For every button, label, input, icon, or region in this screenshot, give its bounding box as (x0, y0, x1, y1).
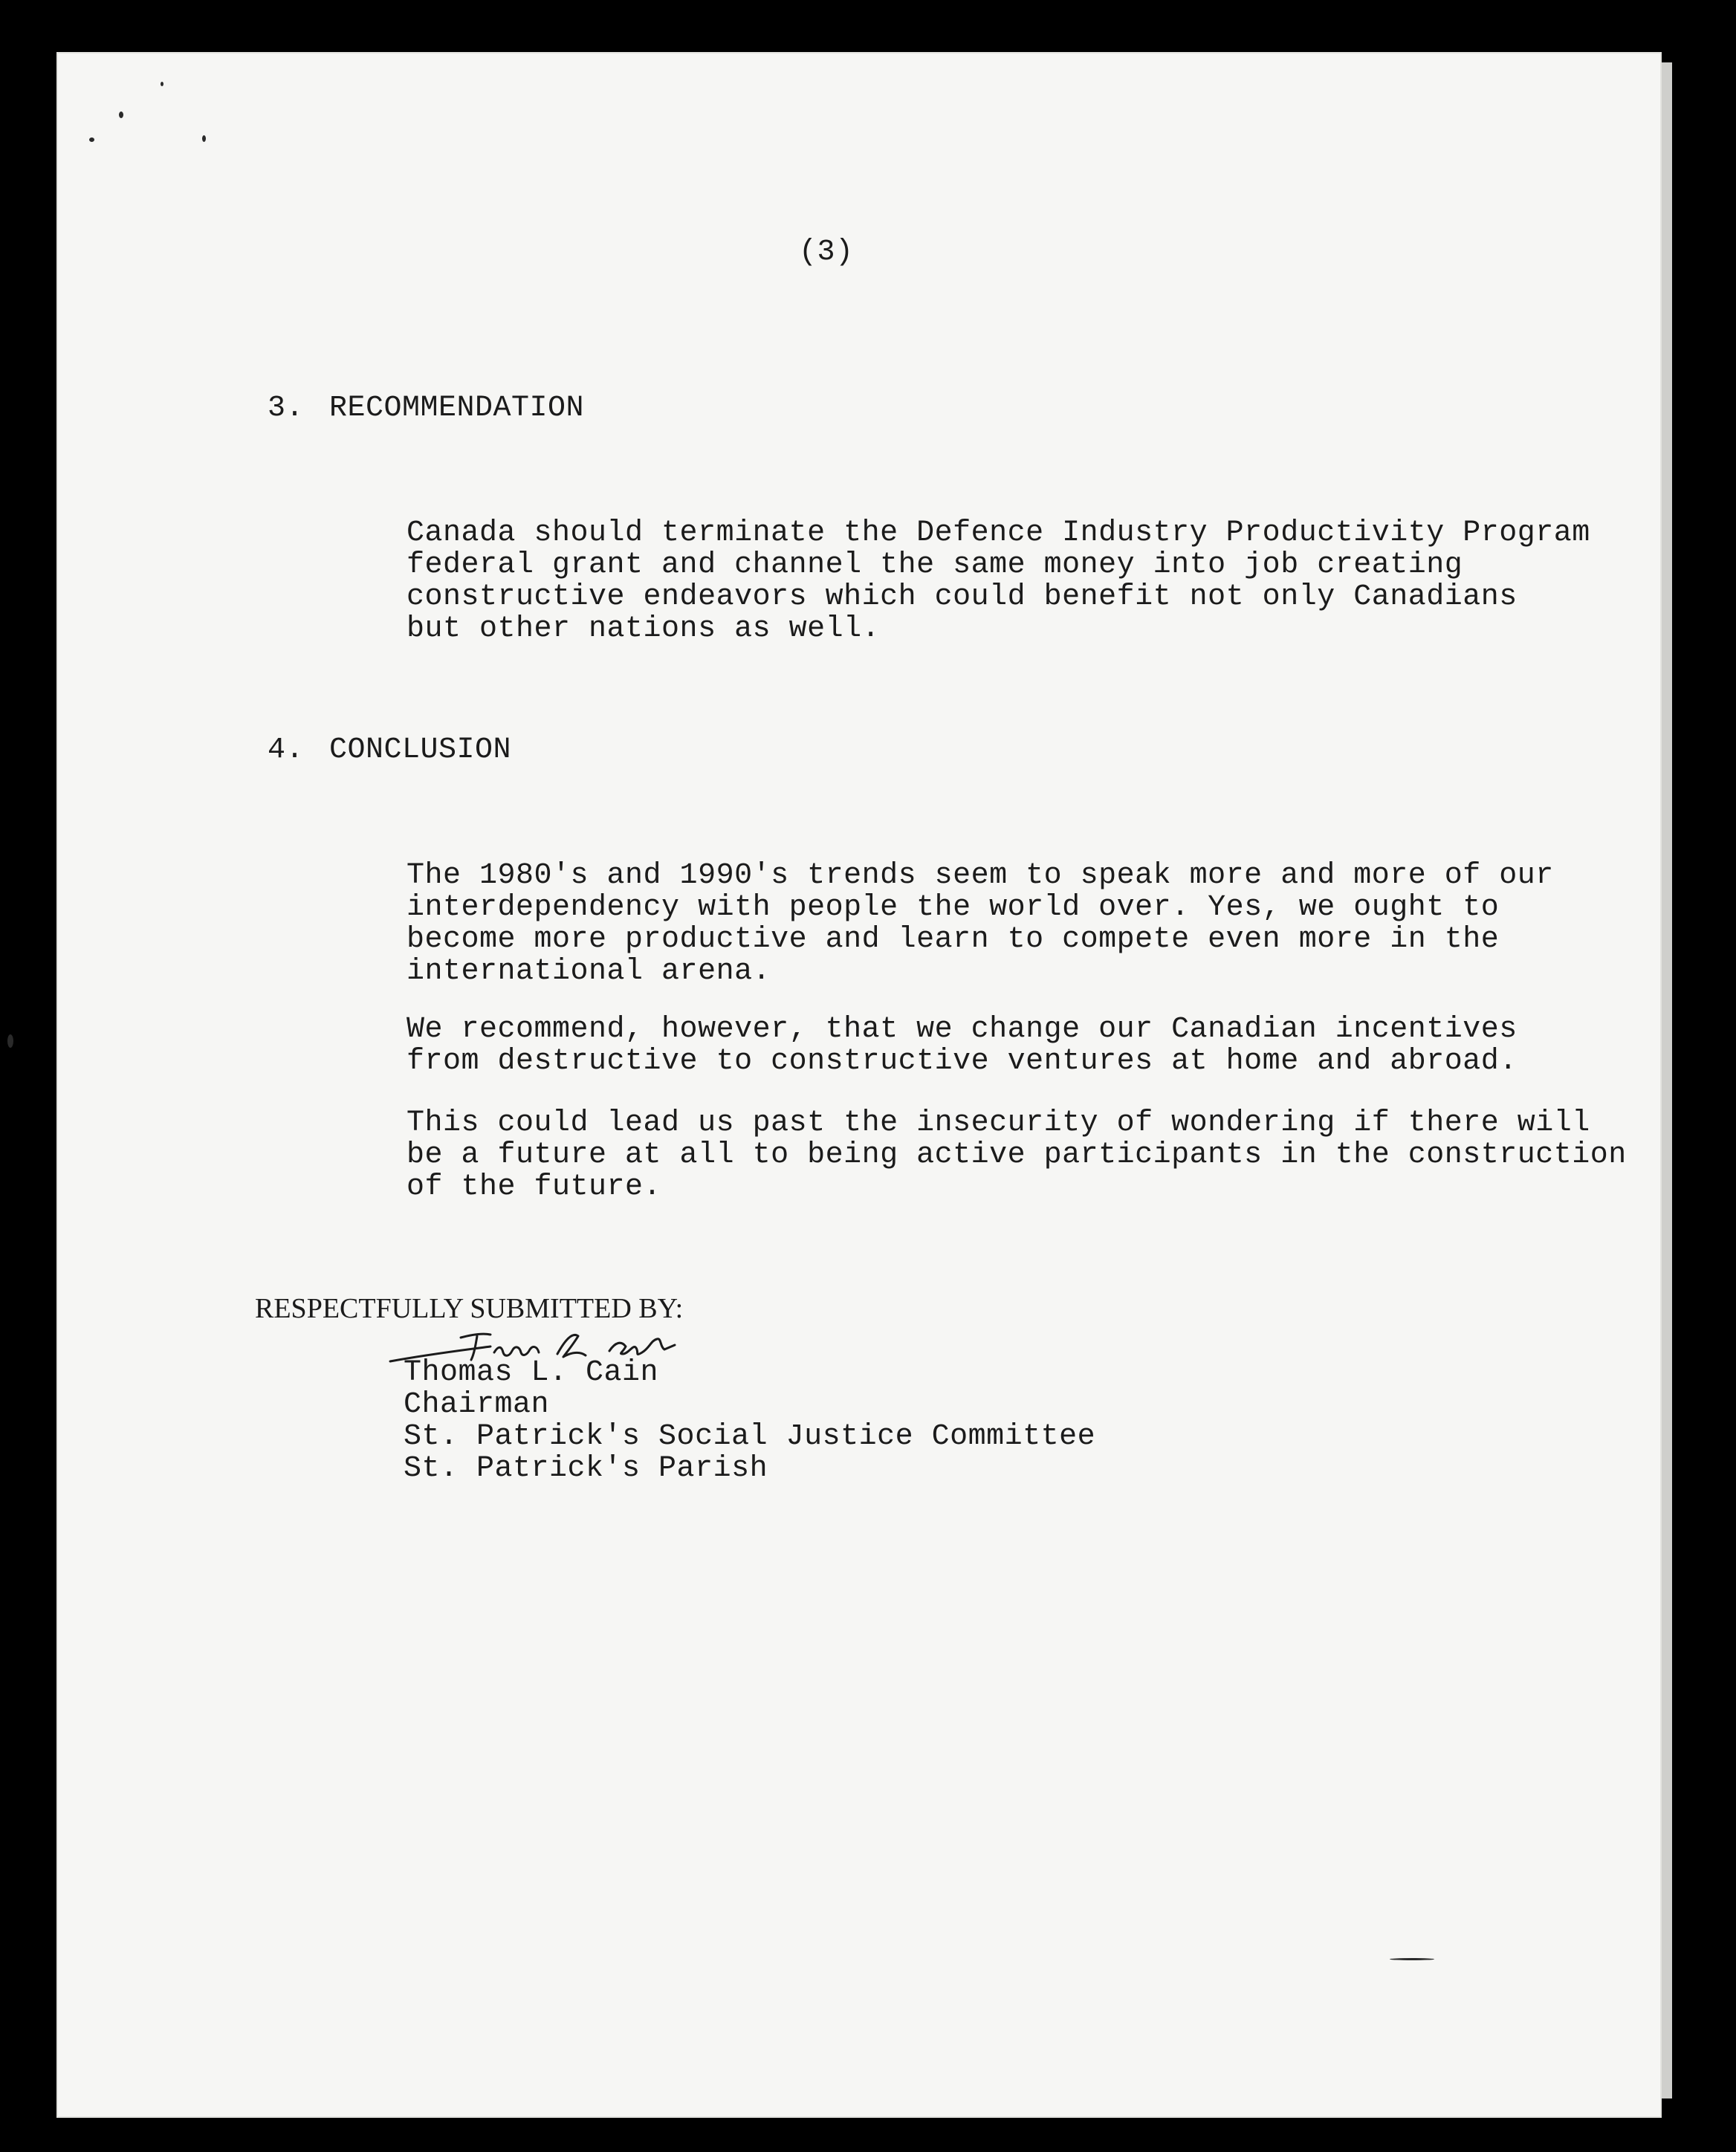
section-number: 4. (268, 733, 305, 767)
paragraph-line: constructive endeavors which could benefit not only Canadians (407, 580, 1518, 614)
section-heading: RECOMMENDATION (329, 392, 585, 425)
page-number: (3) (799, 236, 854, 269)
section-heading: CONCLUSION (329, 733, 512, 767)
paragraph-line: from destructive to constructive ventures at home and abroad. (407, 1045, 1518, 1078)
scan-speck (7, 1034, 13, 1048)
page-edge (1662, 62, 1672, 2098)
section-number: 3. (268, 392, 305, 425)
submitter-parish: St. Patrick's Parish (404, 1452, 768, 1485)
paragraph-line: international arena. (407, 955, 771, 988)
paragraph-line: federal grant and channel the same money into job creating (407, 548, 1463, 582)
submission-label: RESPECTFULLY SUBMITTED BY: (255, 1293, 684, 1324)
scan-speck (89, 137, 94, 142)
submitter-title: Chairman (404, 1388, 550, 1422)
paragraph-line: but other nations as well. (407, 612, 881, 646)
submitter-committee: St. Patrick's Social Justice Committee (404, 1420, 1096, 1453)
paragraph-line: interdependency with people the world over. Yes, we ought to (407, 891, 1500, 924)
scan-speck (119, 111, 123, 118)
document-page (56, 52, 1662, 2118)
scan-speck (161, 82, 163, 86)
paragraph-line: of the future. (407, 1170, 662, 1204)
scan-speck (1390, 1958, 1434, 1960)
scan-speck (202, 135, 206, 142)
paragraph-line: Canada should terminate the Defence Industry Productivity Program (407, 516, 1590, 550)
paragraph-line: be a future at all to being active participants in the construction (407, 1138, 1627, 1172)
paragraph-line: become more productive and learn to compete even more in the (407, 923, 1500, 956)
paragraph-line: This could lead us past the insecurity of wondering if there will (407, 1106, 1590, 1140)
paragraph-line: The 1980's and 1990's trends seem to speak more and more of our (407, 859, 1554, 892)
paragraph-line: We recommend, however, that we change our Canadian incentives (407, 1013, 1518, 1046)
submitter-name: Thomas L. Cain (404, 1356, 659, 1390)
